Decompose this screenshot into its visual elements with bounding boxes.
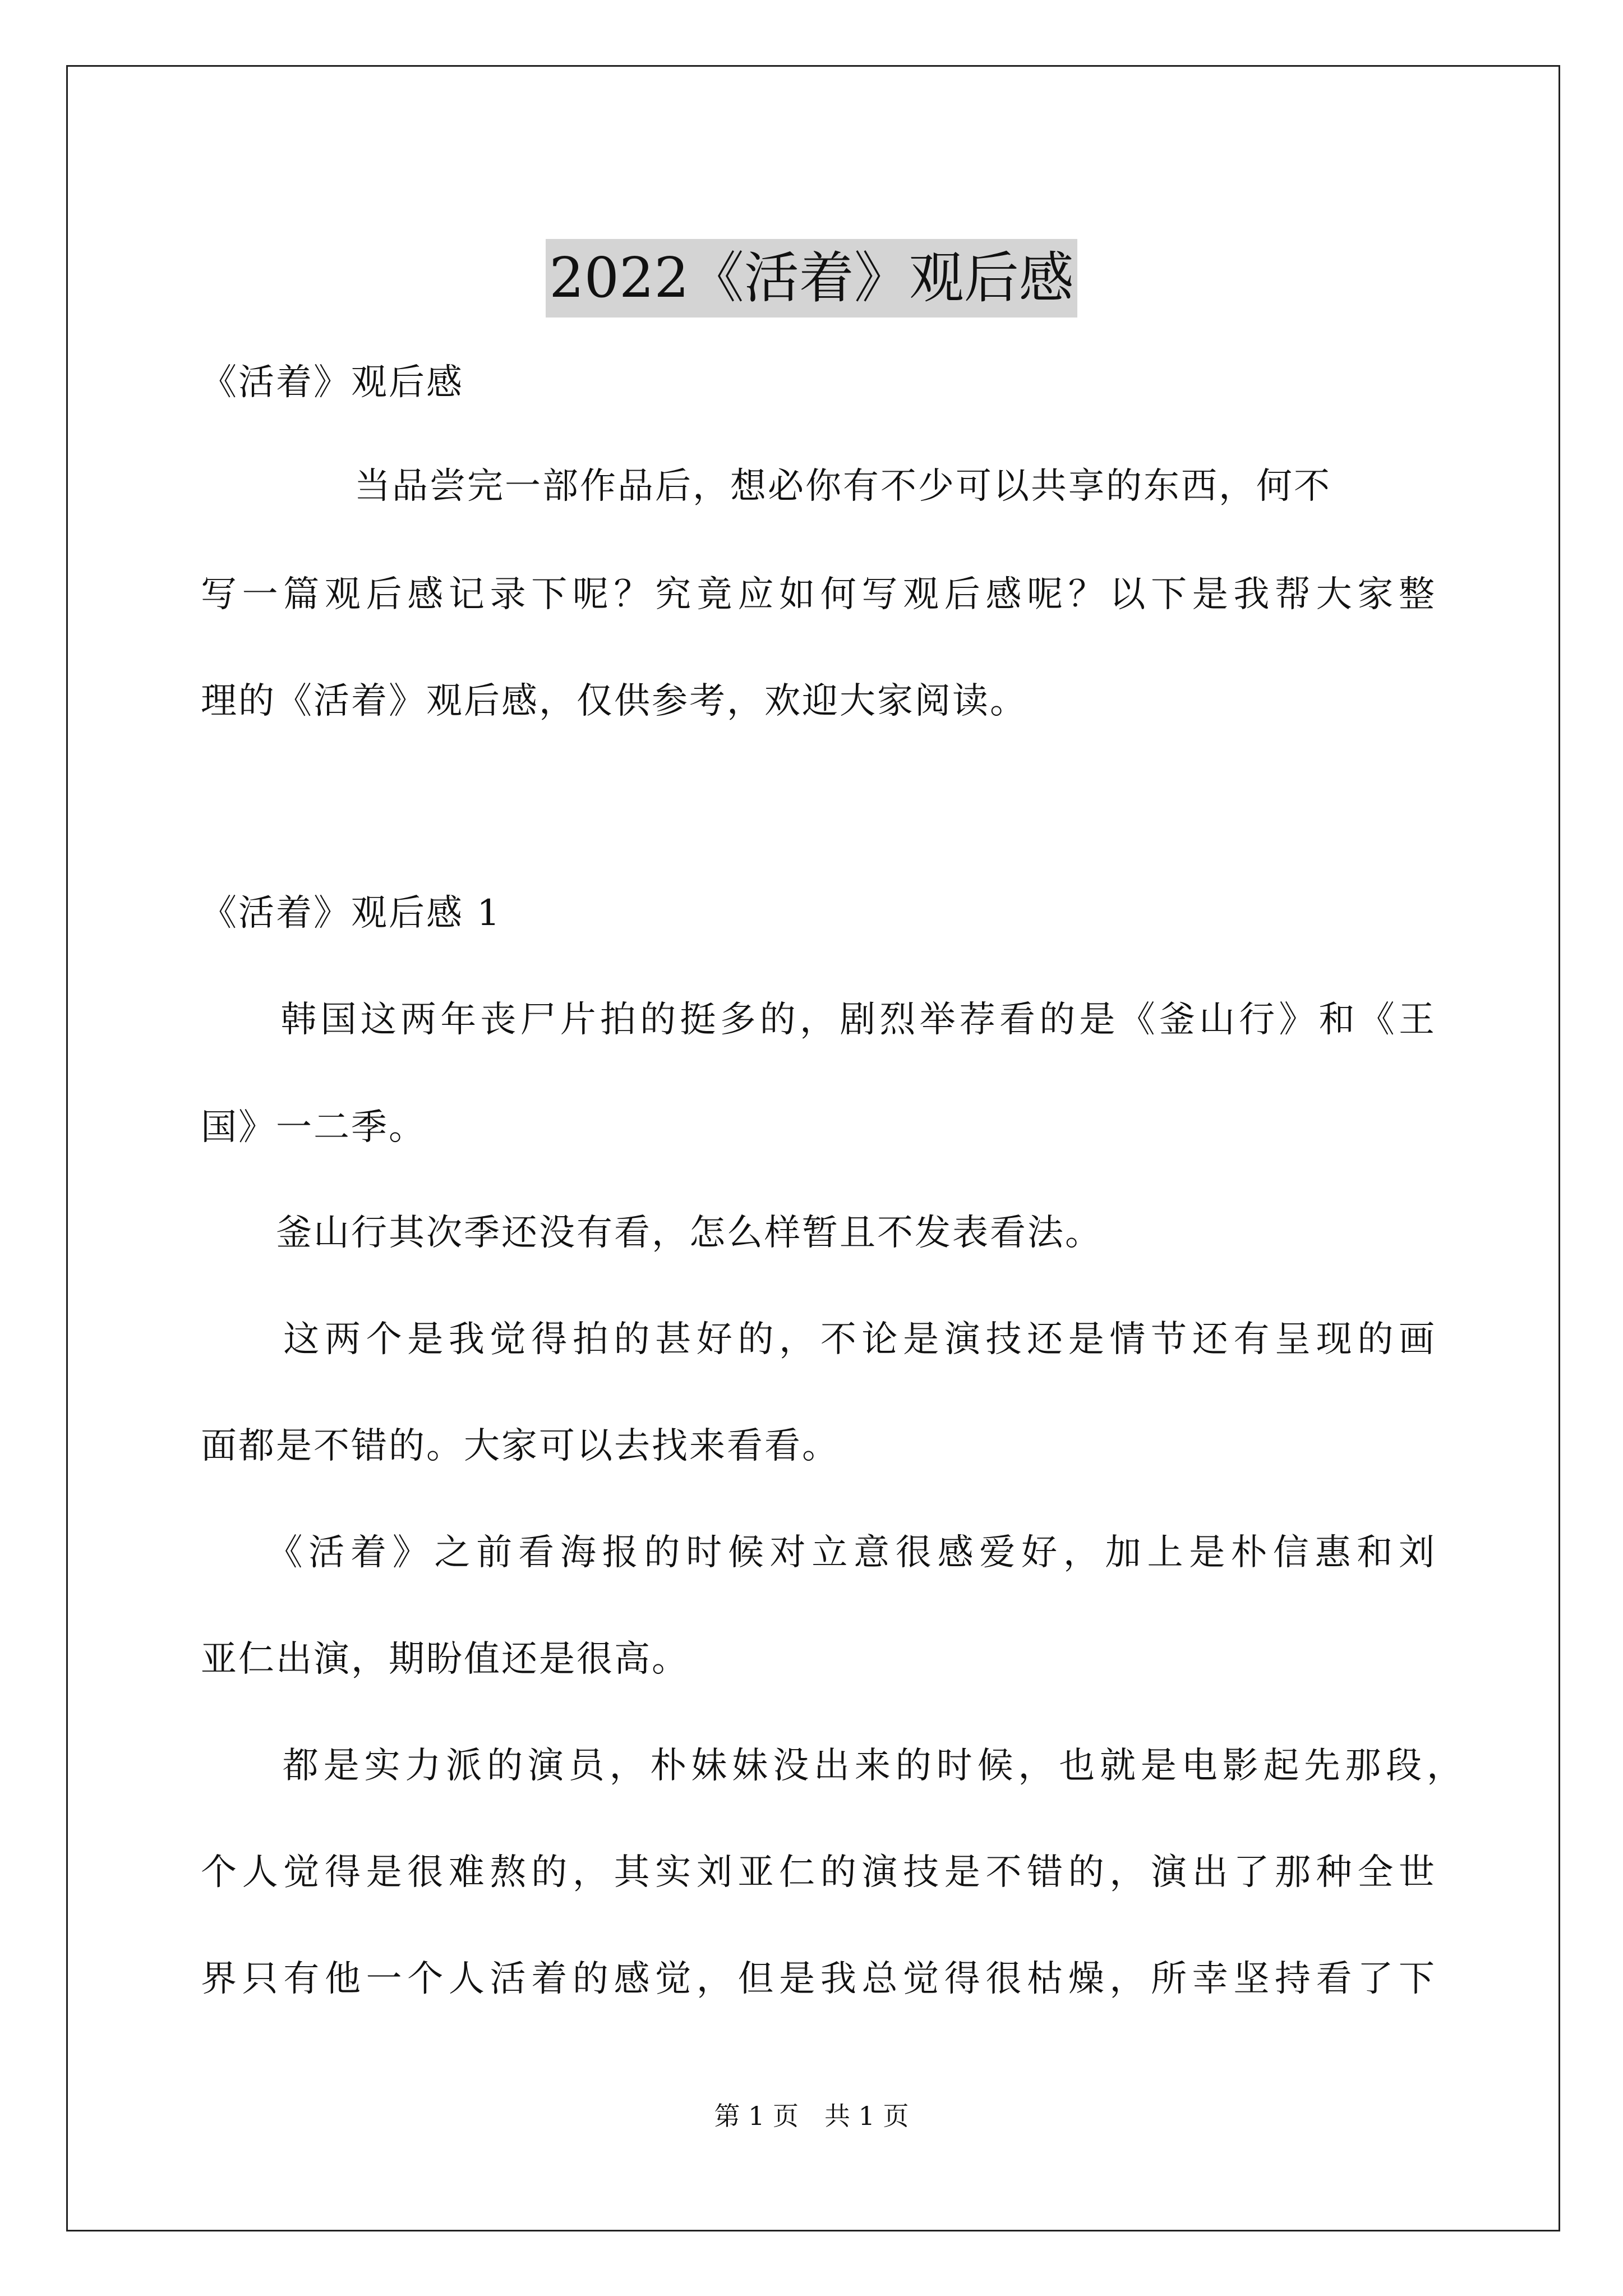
text-line: 面都是不错的。大家可以去找来看看。 xyxy=(201,1425,840,1467)
text-line: 釜山行其次季还没有看，怎么样暂且不发表看法。 xyxy=(201,1212,1103,1254)
text-line: 亚仁出演，期盼值还是很高。 xyxy=(201,1639,689,1680)
text-line: 都是实力派的演员，朴妹妹没出来的时候，也就是电影起先那段， xyxy=(201,1745,1463,1787)
document-title: 2022《活着》观后感 xyxy=(546,239,1077,318)
text-line: 国》一二季。 xyxy=(201,1107,426,1148)
section-heading-1: 《活着》观后感 1 xyxy=(201,892,502,934)
text-line: 理的《活着》观后感，仅供参考，欢迎大家阅读。 xyxy=(201,680,1027,722)
text-line: 界只有他一个人活着的感觉，但是我总觉得很枯燥，所幸坚持看了下 xyxy=(201,1958,1435,2000)
text-line: 韩国这两年丧尸片拍的挺多的，剧烈举荐看的是《釜山行》和《王 xyxy=(201,999,1435,1041)
text-line: 个人觉得是很难熬的，其实刘亚仁的演技是不错的，演出了那种全世 xyxy=(201,1852,1435,1893)
text-line: 写一篇观后感记录下呢？究竟应如何写观后感呢？以下是我帮大家整 xyxy=(201,574,1435,615)
text-line: 这两个是我觉得拍的甚好的，不论是演技还是情节还有呈现的画 xyxy=(201,1319,1435,1360)
section-heading-intro: 《活着》观后感 xyxy=(201,362,464,403)
page-footer: 第 1 页 共 1 页 xyxy=(714,2101,909,2131)
text-line: 当品尝完一部作品后，想必你有不少可以共享的东西，何不 xyxy=(279,466,1331,507)
title-wrap xyxy=(0,202,1623,354)
text-line: 《活着》之前看海报的时候对立意很感爱好，加上是朴信惠和刘 xyxy=(201,1532,1435,1573)
